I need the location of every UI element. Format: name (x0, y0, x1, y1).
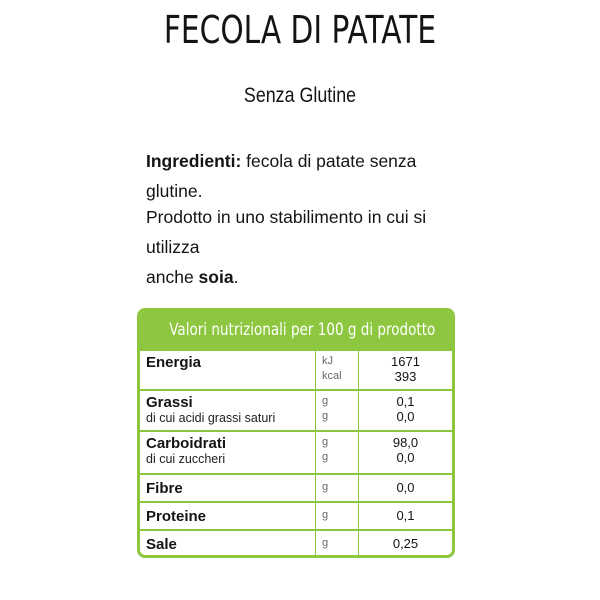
unit: kcal (322, 370, 342, 382)
value-cell (359, 351, 452, 389)
value-cell (359, 475, 452, 501)
nutrition-row-grassi (140, 389, 452, 430)
nutrient-subname: di cui zuccheri (146, 452, 226, 466)
nutrient-name-cell (140, 432, 316, 473)
nutrition-row-energia (140, 349, 452, 389)
nutrition-row-sale (140, 529, 452, 555)
unit: g (322, 436, 329, 448)
allergen-line2-prefix: anche (146, 267, 199, 287)
value-cell (359, 391, 452, 430)
allergen-notice (146, 202, 476, 292)
ingredients-label: Ingredienti: (146, 151, 242, 171)
unit-cell (316, 503, 359, 529)
nutrient-name-cell (140, 475, 316, 501)
unit: g (322, 451, 329, 463)
nutrition-table-header (140, 311, 452, 349)
value-cell (359, 531, 452, 555)
nutrient-subname: di cui acidi grassi saturi (146, 411, 276, 425)
nutrient-name-cell (140, 391, 316, 430)
unit-cell (316, 531, 359, 555)
nutrient-name-cell (140, 351, 316, 389)
unit: g (322, 537, 329, 549)
ingredients-value: fecola di patate senza glutine. (146, 151, 417, 201)
unit-cell (316, 475, 359, 501)
value: 1671 (391, 354, 420, 369)
allergen-soia: soia (198, 267, 234, 287)
value: 0,0 (396, 409, 415, 424)
nutrient-name: Fibre (146, 480, 183, 497)
ingredients-text (146, 146, 476, 206)
unit: g (322, 481, 329, 493)
nutrient-name: Proteine (146, 508, 207, 525)
allergen-line2-suffix: . (233, 267, 239, 287)
nutrient-name: Sale (146, 536, 177, 553)
value: 0,0 (396, 450, 415, 465)
nutrient-name-cell (140, 531, 316, 555)
product-subtitle: Senza Glutine (243, 84, 357, 107)
unit-cell (316, 351, 359, 389)
nutrient-name-cell (140, 503, 316, 529)
value: 0,1 (396, 508, 415, 523)
nutrition-row-proteine (140, 501, 452, 529)
product-title: FECOLA DI PATATE (163, 8, 437, 52)
nutrient-name: Grassi (146, 394, 193, 411)
unit: g (322, 395, 329, 407)
unit: kJ (322, 355, 333, 367)
allergen-line1: Prodotto in uno stabilimento in cui si utilizza (146, 207, 427, 257)
unit: g (322, 410, 329, 422)
value: 393 (394, 369, 417, 384)
unit-cell (316, 432, 359, 473)
nutrient-name: Carboidrati (146, 435, 227, 452)
value-cell (359, 432, 452, 473)
value: 98,0 (392, 435, 419, 450)
nutrition-table (137, 308, 455, 558)
value: 0,25 (392, 536, 419, 551)
nutrition-row-fibre (140, 473, 452, 501)
value: 0,1 (396, 394, 415, 409)
nutrient-name: Energia (146, 354, 202, 371)
nutrition-header-text: Valori nutrizionali per 100 g di prodotto (169, 320, 436, 339)
value: 0,0 (396, 480, 415, 495)
nutrition-row-carboidrati (140, 430, 452, 473)
unit: g (322, 509, 329, 521)
unit-cell (316, 391, 359, 430)
value-cell (359, 503, 452, 529)
